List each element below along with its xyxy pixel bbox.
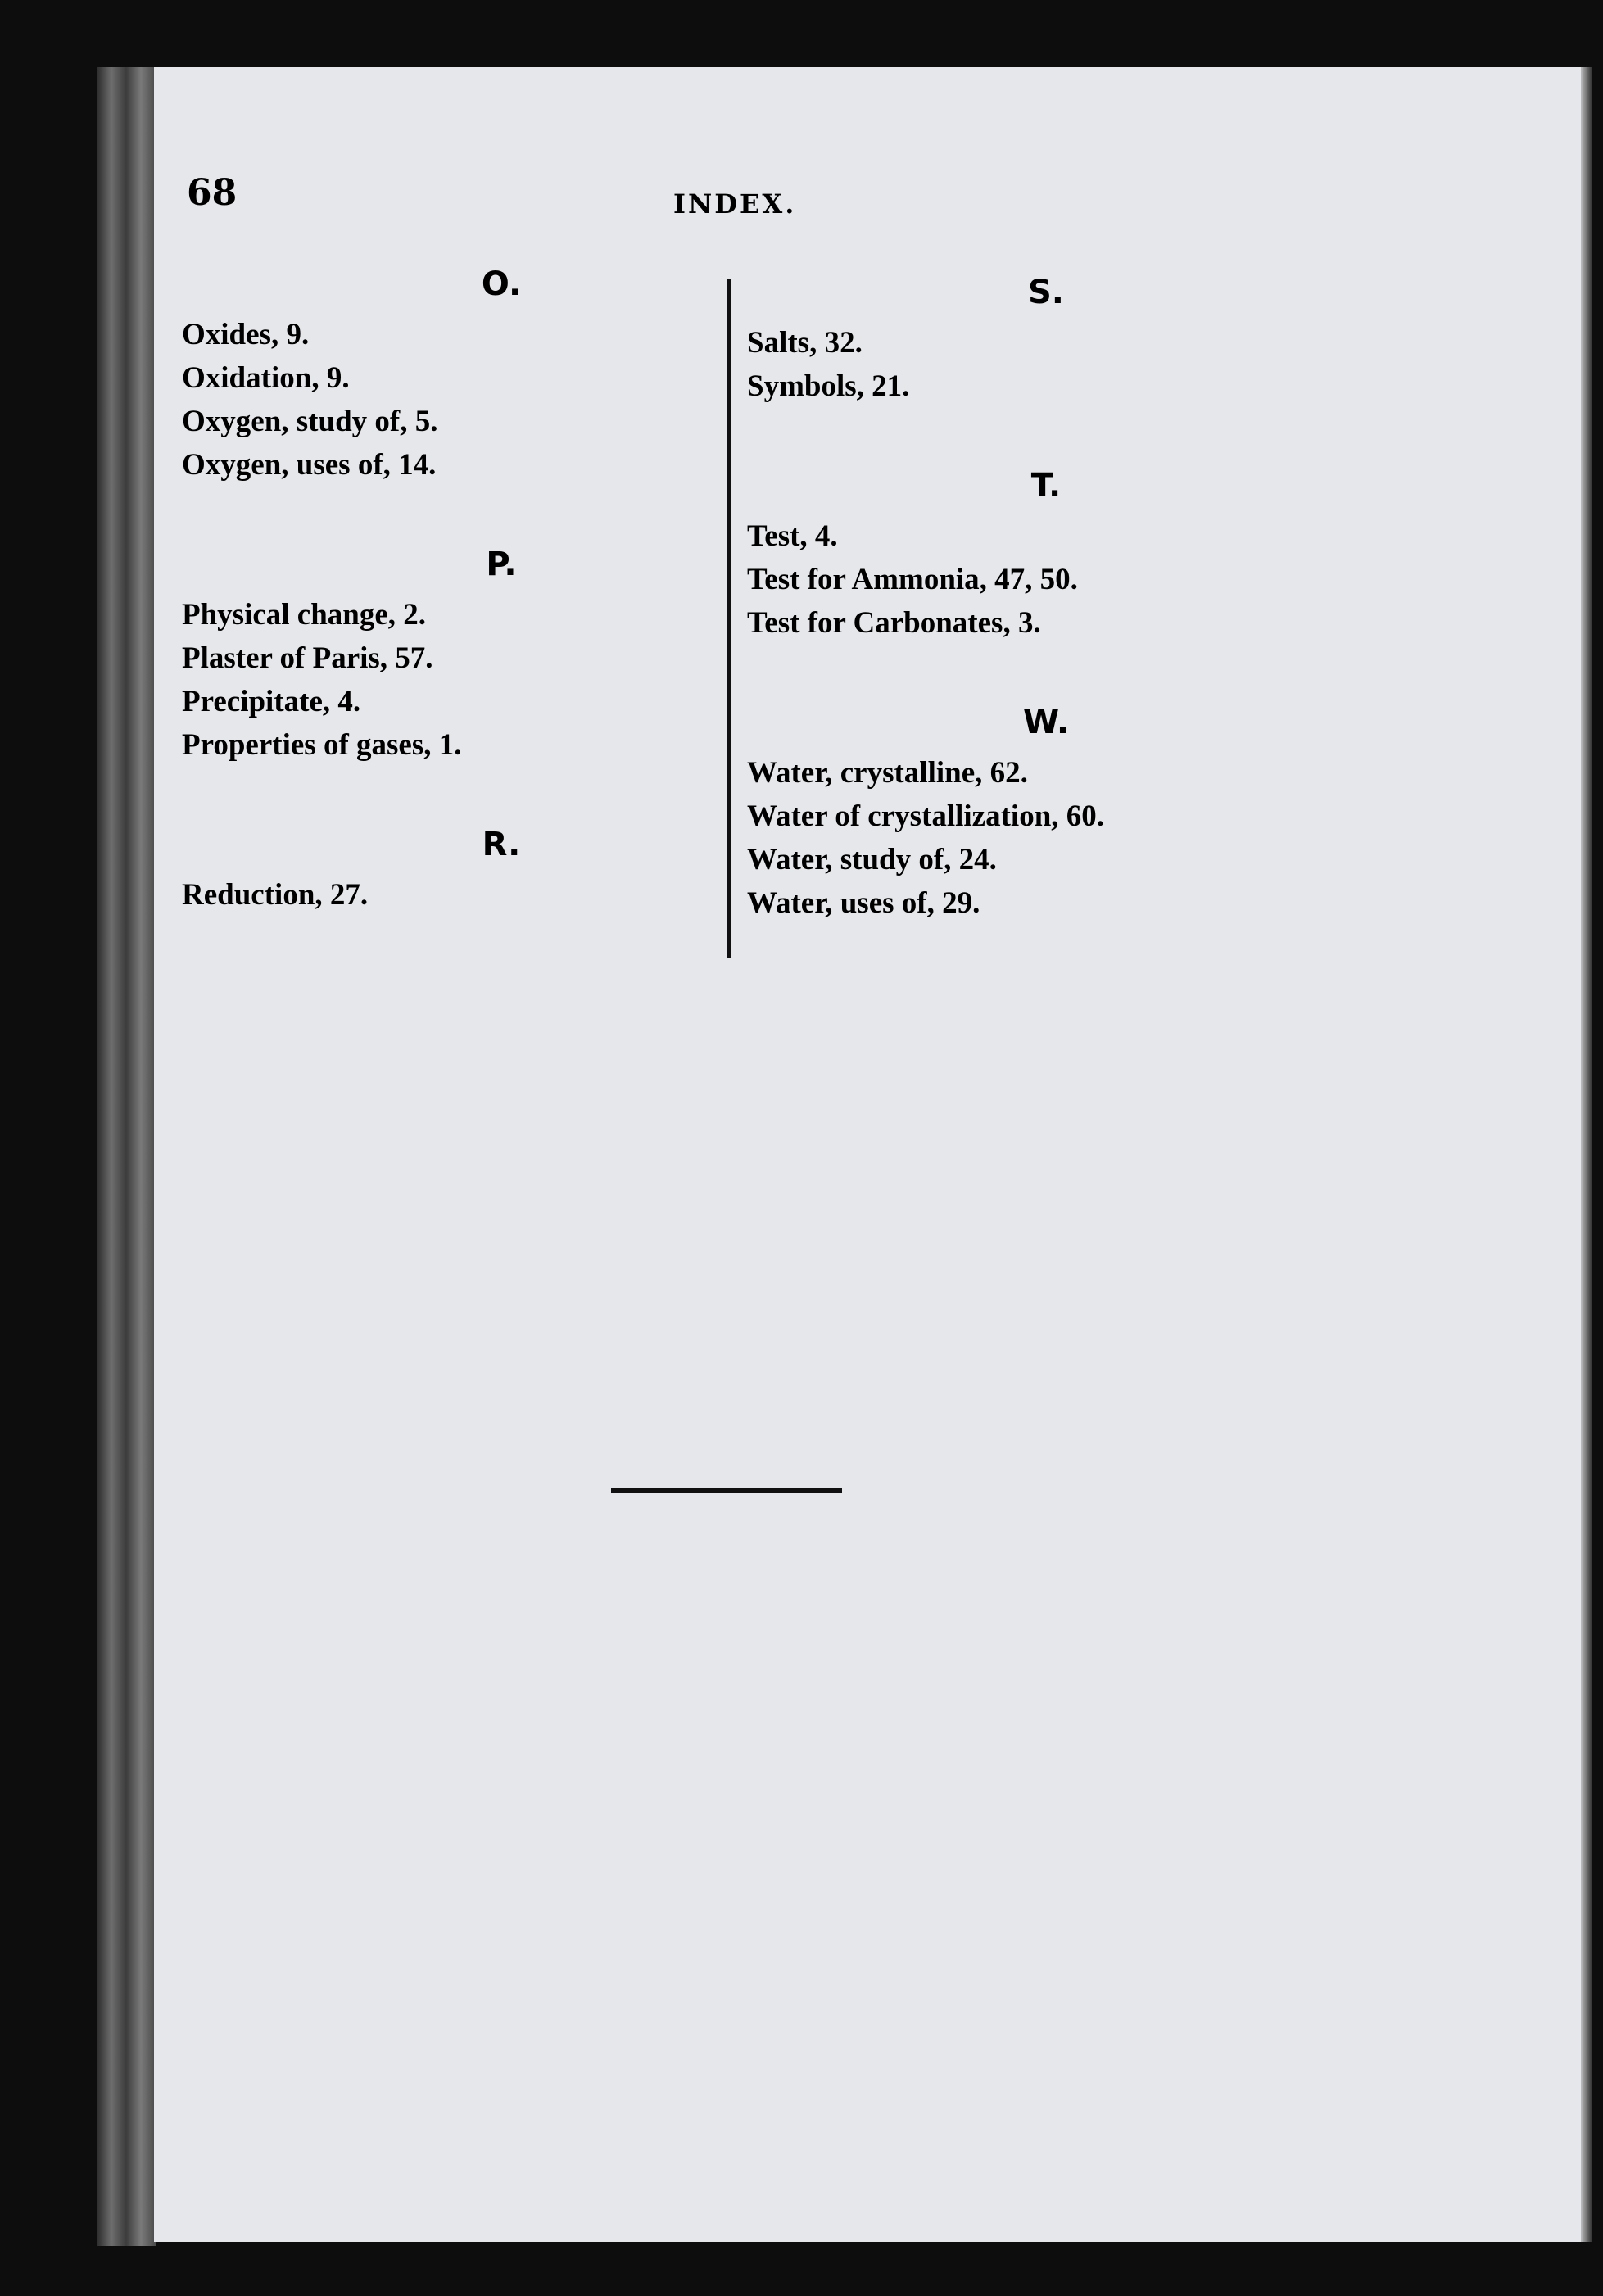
index-section-s: [747, 264, 1255, 408]
index-entry: Plaster of Paris, 57.: [182, 641, 433, 675]
index-column-left: [182, 256, 690, 917]
index-entry: Physical change, 2.: [182, 598, 427, 632]
end-rule: [611, 1488, 842, 1493]
section-letter: T.: [1030, 467, 1062, 505]
index-section-o: [182, 256, 690, 487]
index-entry: Oxygen, study of, 5.: [182, 405, 438, 438]
index-entry: Precipitate, 4.: [182, 685, 361, 718]
index-entry: Water of crystallization, 60.: [747, 799, 1105, 833]
index-section-t: [747, 457, 1255, 645]
index-entry: Oxygen, uses of, 14.: [182, 448, 437, 482]
index-entry: Test for Carbonates, 3.: [747, 606, 1041, 640]
index-section-r: [182, 816, 690, 917]
section-letter: O.: [481, 265, 522, 303]
book-spine: [97, 67, 156, 2246]
section-letter: S.: [1027, 274, 1064, 311]
index-entry: Oxides, 9.: [182, 318, 310, 351]
section-letter: W.: [1022, 704, 1070, 741]
index-section-w: [747, 694, 1255, 925]
index-entry: Water, uses of, 29.: [747, 886, 980, 920]
running-head: INDEX.: [673, 188, 797, 220]
section-letter: P.: [486, 546, 517, 583]
index-column-right: [747, 264, 1255, 925]
index-entry: Test for Ammonia, 47, 50.: [747, 563, 1078, 596]
index-entry: Water, study of, 24.: [747, 843, 997, 876]
page-number: 68: [187, 172, 238, 214]
index-entry: Reduction, 27.: [182, 878, 369, 912]
index-section-p: [182, 536, 690, 767]
column-divider: [727, 279, 731, 958]
index-entry: Salts, 32.: [747, 326, 863, 360]
section-letter: R.: [482, 826, 521, 863]
index-entry: Oxidation, 9.: [182, 361, 350, 395]
index-entry: Test, 4.: [747, 519, 838, 553]
index-entry: Water, crystalline, 62.: [747, 756, 1028, 790]
page-edge: [1581, 67, 1592, 2242]
index-entry: Properties of gases, 1.: [182, 728, 462, 762]
index-entry: Symbols, 21.: [747, 369, 910, 403]
